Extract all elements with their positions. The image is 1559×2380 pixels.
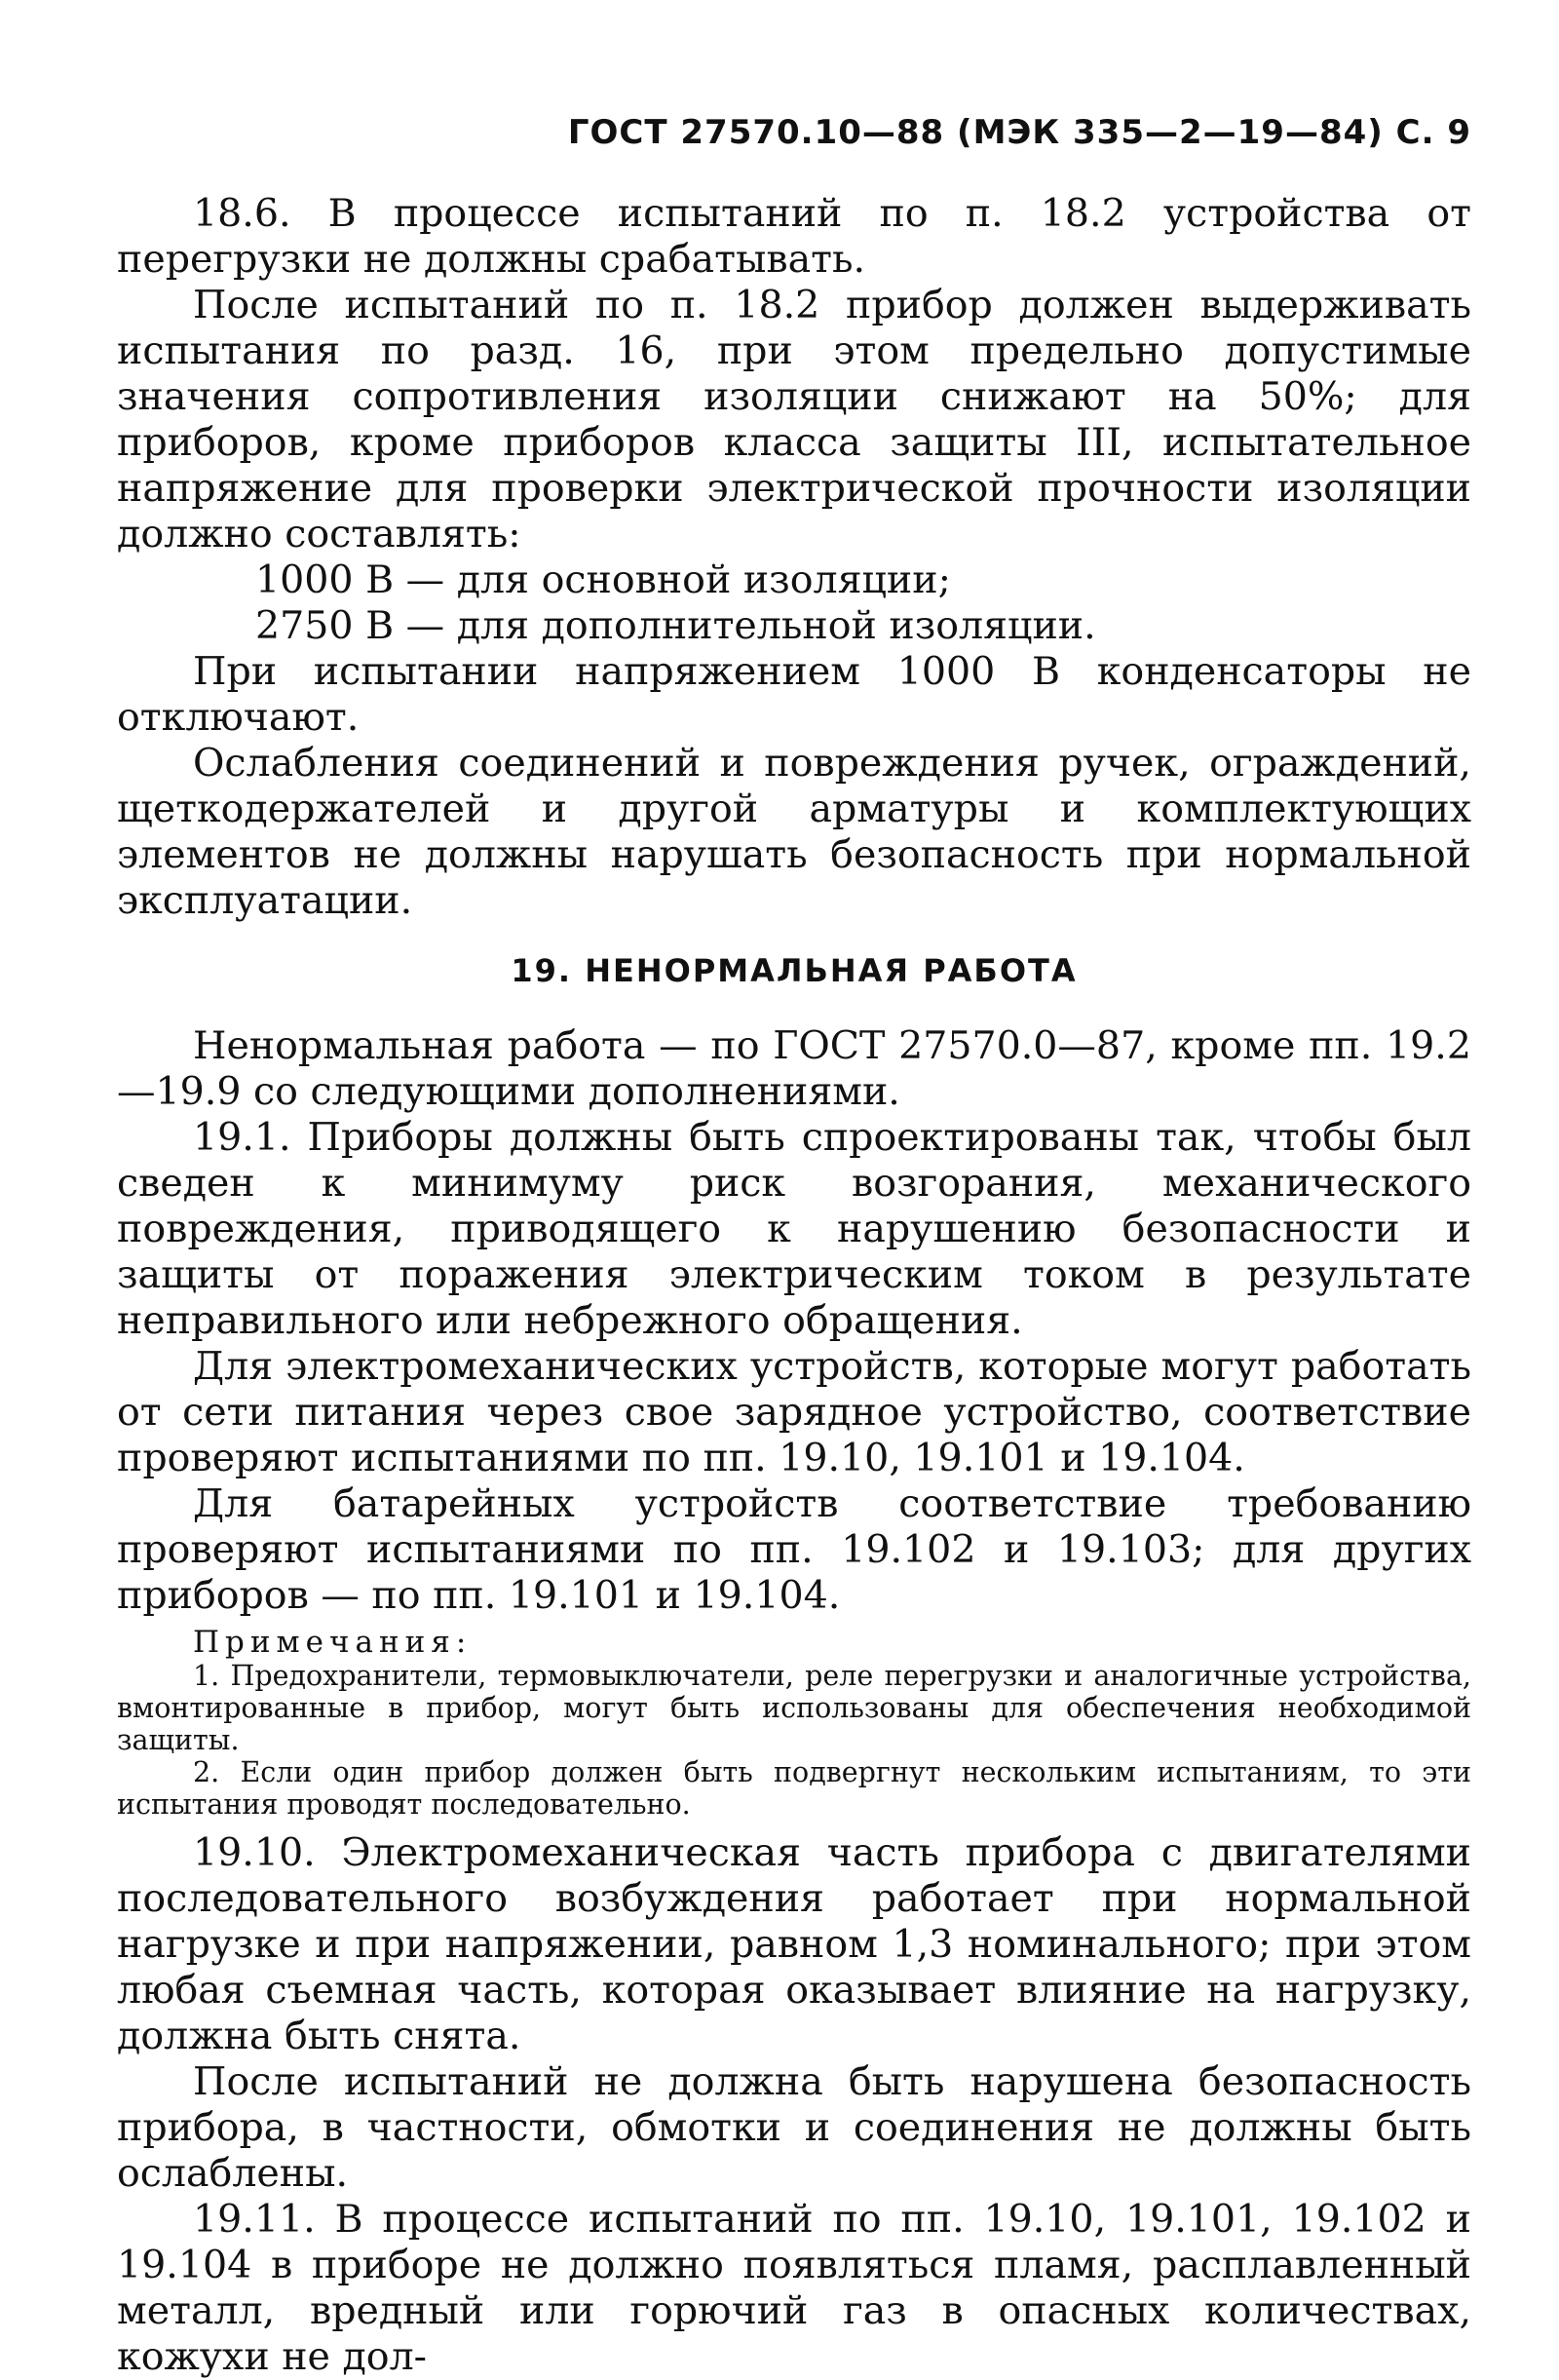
paragraph-19-1-electromechanical: Для электромеханических устройств, которые могут работать от сети питания через свое зарядное устройство, соответствие проверяют испытаниями по пп. 19.10, 19.101 и 19.104. — [117, 1344, 1471, 1480]
note-2: 2. Если один прибор должен быть подвергнут нескольким испытаниям, то эти испытания проводят последовательно. — [117, 1756, 1471, 1821]
paragraph-19-intro: Ненормальная работа — по ГОСТ 27570.0—87, кроме пп. 19.2—19.9 со следующими дополнениями. — [117, 1023, 1471, 1114]
notes-title: Примечания: — [193, 1625, 473, 1660]
page-header: ГОСТ 27570.10—88 (МЭК 335—2—19—84) С. 9 — [567, 113, 1471, 152]
paragraph-18-6-capacitors: При испытании напряжением 1000 В конденсаторы не отключают. — [117, 649, 1471, 740]
paragraph-18-6-insulation: После испытаний по п. 18.2 прибор должен выдерживать испытания по разд. 16, при этом предельно допустимые значения сопротивления изоляции снижают на 50%; для приборов, кроме приборов класса защиты III, испытательное напряжение для проверки электрической прочности изоляции должно составлять: — [117, 283, 1471, 557]
paragraph-18-6-connections: Ослабления соединений и повреждения ручек, ограждений, щеткодержателей и другой арматуры и комплектующих элементов не должны нарушать безопасность при нормальной эксплуатации. — [117, 741, 1471, 923]
paragraph-19-10-safety: После испытаний не должна быть нарушена безопасность прибора, в частности, обмотки и соединения не должны быть ослаблены. — [117, 2059, 1471, 2196]
note-1: 1. Предохранители, термовыключатели, реле перегрузки и аналогичные устройства, вмонтированные в прибор, могут быть использованы для обеспечения необходимой защиты. — [117, 1660, 1471, 1756]
list-item-basic-insulation: 1000 В — для основной изоляции; — [255, 557, 951, 602]
list-item-supplementary-insulation: 2750 В — для дополнительной изоляции. — [255, 603, 1096, 648]
paragraph-19-11: 19.11. В процессе испытаний по пп. 19.10, 19.101, 19.102 и 19.104 в приборе не должно появляться пламя, расплавленный металл, вредный или горючий газ в опасных количествах, кожухи не дол- — [117, 2197, 1471, 2379]
paragraph-18-6: 18.6. В процессе испытаний по п. 18.2 устройства от перегрузки не должны срабатывать. — [117, 191, 1471, 282]
section-19-title: 19. НЕНОРМАЛЬНАЯ РАБОТА — [511, 952, 1078, 989]
page-content — [117, 191, 1471, 2380]
paragraph-19-1: 19.1. Приборы должны быть спроектированы так, чтобы был сведен к минимуму риск возгорания, механического повреждения, приводящего к нарушению безопасности и защиты от поражения электрическим током в результате неправильного или небрежного обращения. — [117, 1115, 1471, 1343]
paragraph-19-10: 19.10. Электромеханическая часть прибора с двигателями последовательного возбуждения работает при нормальной нагрузке и при напряжении, равном 1,3 номинального; при этом любая съемная часть, которая оказывает влияние на нагрузку, должна быть снята. — [117, 1830, 1471, 2058]
paragraph-19-1-battery: Для батарейных устройств соответствие требованию проверяют испытаниями по пп. 19.102 и 19.103; для других приборов — по пп. 19.101 и 19.104. — [117, 1481, 1471, 1618]
